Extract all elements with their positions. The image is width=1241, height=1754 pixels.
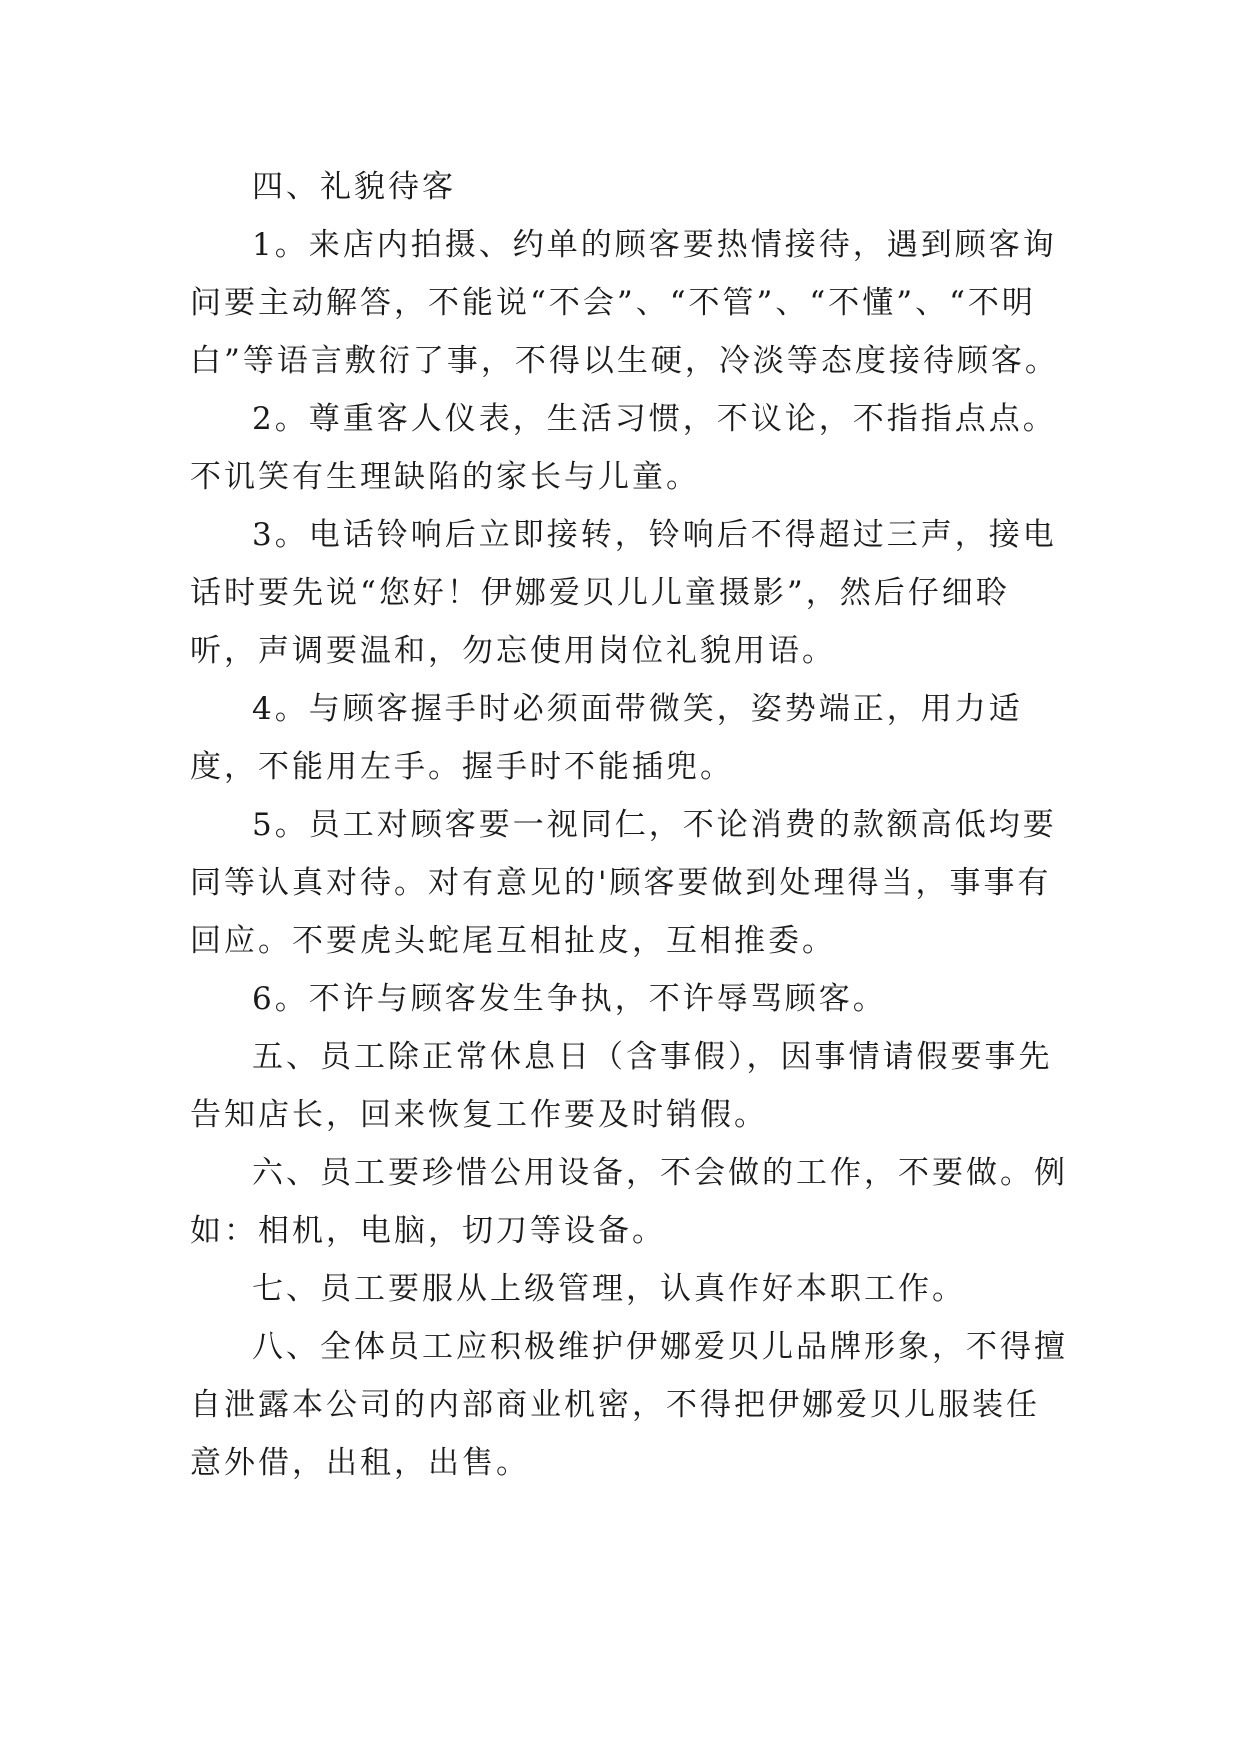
section-brand-confidentiality: 八、全体员工应积极维护伊娜爱贝儿品牌形象，不得擅自泄露本公司的内部商业机密，不得把伊娜爱贝儿服装任意外借，出租，出售。 (190, 1329, 1068, 1481)
paragraph-item-5: 5。员工对顾客要一视同仁，不论消费的款额高低均要同等认真对待。对有意见的'顾客要做到处理得当，事事有回应。不要虎头蛇尾互相扯皮，互相推委。 (190, 807, 1057, 959)
section-leave-policy: 五、员工除正常休息日（含事假），因事情请假要事先告知店长，回来恢复工作要及时销假。 (190, 1039, 1053, 1133)
paragraph-item-4: 4。与顾客握手时必须面带微笑，姿势端正，用力适度，不能用左手。握手时不能插兜。 (190, 691, 1023, 785)
paragraph-item-3: 3。电话铃响后立即接转，铃响后不得超过三声，接电话时要先说“您好！伊娜爱贝儿儿童摄影”，然后仔细聆听，声调要温和，勿忘使用岗位礼貌用语。 (190, 517, 1057, 669)
paragraph-item-6: 6。不许与顾客发生争执，不许辱骂顾客。 (252, 981, 887, 1017)
section-equipment: 六、员工要珍惜公用设备，不会做的工作，不要做。例如：相机，电脑，切刀等设备。 (190, 1155, 1068, 1249)
section-management: 七、员工要服从上级管理，认真作好本职工作。 (252, 1271, 966, 1307)
paragraph-item-2: 2。尊重客人仪表，生活习惯，不议论，不指指点点。不讥笑有生理缺陷的家长与儿童。 (190, 401, 1057, 495)
section-heading-courtesy: 四、礼貌待客 (252, 169, 456, 205)
paragraph-item-1: 1。来店内拍摄、约单的顾客要热情接待，遇到顾客询问要主动解答，不能说“不会”、“不管”、“不懂”、“不明白”等语言敷衍了事，不得以生硬，冷淡等态度接待顾客。 (190, 227, 1059, 379)
document-body (190, 158, 1070, 1492)
